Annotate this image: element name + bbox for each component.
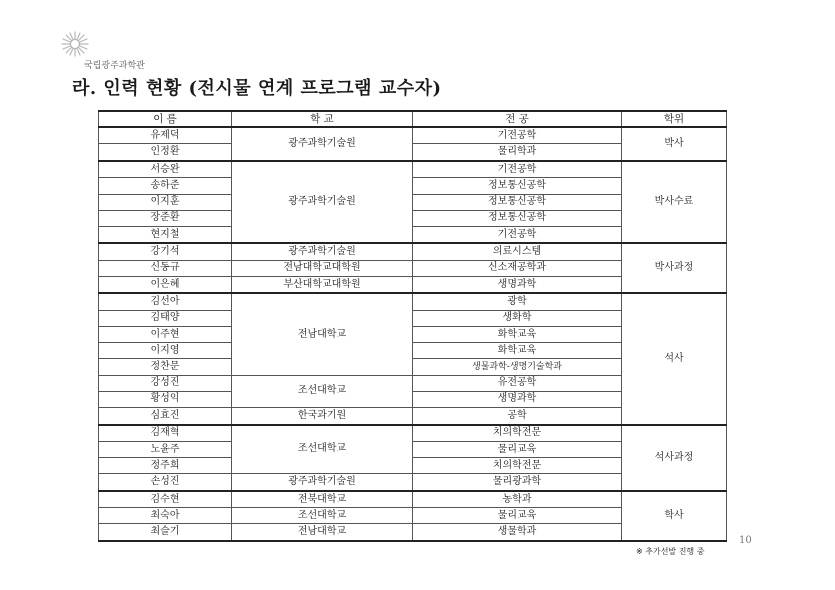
school-cell: 부산대학교대학원 — [232, 277, 413, 294]
degree-cell: 박사 — [622, 127, 727, 161]
school-cell: 광주과학기술원 — [232, 243, 413, 260]
column-header-school: 학 교 — [232, 111, 413, 127]
name-cell: 장준환 — [99, 210, 232, 226]
major-cell: 의료시스템 — [413, 243, 622, 260]
major-cell: 정보통신공학 — [413, 178, 622, 194]
school-cell: 전남대학교 — [232, 293, 413, 375]
school-cell: 조선대학교 — [232, 375, 413, 407]
major-cell: 유전공학 — [413, 375, 622, 391]
major-cell: 기전공학 — [413, 226, 622, 243]
name-cell: 서승완 — [99, 161, 232, 178]
major-cell: 기전공학 — [413, 161, 622, 178]
organization-name: 국립광주과학관 — [84, 61, 145, 71]
name-cell: 이주현 — [99, 327, 232, 343]
major-cell: 기전공학 — [413, 127, 622, 144]
page-number: 10 — [739, 535, 752, 546]
table-row — [99, 491, 727, 508]
name-cell: 강성진 — [99, 375, 232, 391]
major-cell: 농학과 — [413, 491, 622, 508]
name-cell: 정주희 — [99, 458, 232, 474]
school-cell: 조선대학교 — [232, 425, 413, 474]
name-cell: 김선아 — [99, 293, 232, 310]
school-cell: 광주과학기술원 — [232, 474, 413, 491]
name-cell: 황성익 — [99, 391, 232, 407]
major-cell: 화학교육 — [413, 343, 622, 359]
table-row — [99, 293, 727, 310]
school-cell: 광주과학기술원 — [232, 127, 413, 161]
column-header-degree: 학위 — [622, 111, 727, 127]
degree-cell: 석사 — [622, 293, 727, 424]
degree-cell: 박사수료 — [622, 161, 727, 243]
page-title: 라. 인력 현황 (전시물 연계 프로그램 교수자) — [72, 78, 442, 99]
name-cell: 강기석 — [99, 243, 232, 260]
major-cell: 신소재공학과 — [413, 260, 622, 276]
major-cell: 생명과학 — [413, 391, 622, 407]
degree-cell: 박사과정 — [622, 243, 727, 293]
name-cell: 유제덕 — [99, 127, 232, 144]
major-cell: 정보통신공학 — [413, 210, 622, 226]
major-cell: 광학 — [413, 293, 622, 310]
table-row — [99, 425, 727, 442]
major-cell: 물리교육 — [413, 441, 622, 457]
sun-burst-icon — [60, 30, 90, 58]
name-cell: 심효진 — [99, 408, 232, 425]
major-cell: 생물학과 — [413, 524, 622, 541]
school-cell: 한국과기원 — [232, 408, 413, 425]
school-cell: 전남대학교 — [232, 524, 413, 541]
major-cell: 생물과학-생명기술학과 — [413, 359, 622, 375]
major-cell: 화학교육 — [413, 327, 622, 343]
name-cell: 이은혜 — [99, 277, 232, 294]
name-cell: 김수현 — [99, 491, 232, 508]
name-cell: 정찬문 — [99, 359, 232, 375]
name-cell: 손성진 — [99, 474, 232, 491]
major-cell: 물리광과학 — [413, 474, 622, 491]
footnote: ※ 추가선발 진행 중 — [636, 547, 705, 556]
major-cell: 생명과학 — [413, 277, 622, 294]
name-cell: 인정환 — [99, 144, 232, 161]
table-row — [99, 243, 727, 260]
name-cell: 최슬기 — [99, 524, 232, 541]
major-cell: 생화학 — [413, 310, 622, 326]
name-cell: 신동규 — [99, 260, 232, 276]
name-cell: 이지영 — [99, 343, 232, 359]
table-row — [99, 161, 727, 178]
major-cell: 물리학과 — [413, 144, 622, 161]
school-cell: 광주과학기술원 — [232, 161, 413, 243]
major-cell: 물리교육 — [413, 508, 622, 524]
name-cell: 송하준 — [99, 178, 232, 194]
degree-cell: 학사 — [622, 491, 727, 541]
school-cell: 전남대학교대학원 — [232, 260, 413, 276]
column-header-name: 이 름 — [99, 111, 232, 127]
name-cell: 김재혁 — [99, 425, 232, 442]
name-cell: 이지훈 — [99, 194, 232, 210]
name-cell: 현지철 — [99, 226, 232, 243]
school-cell: 전북대학교 — [232, 491, 413, 508]
major-cell: 치의학전문 — [413, 458, 622, 474]
degree-cell: 석사과정 — [622, 425, 727, 491]
major-cell: 정보통신공학 — [413, 194, 622, 210]
major-cell: 공학 — [413, 408, 622, 425]
staff-table — [98, 110, 727, 542]
major-cell: 치의학전문 — [413, 425, 622, 442]
name-cell: 최숙아 — [99, 508, 232, 524]
table-row — [99, 127, 727, 144]
name-cell: 노윤주 — [99, 441, 232, 457]
name-cell: 김태양 — [99, 310, 232, 326]
school-cell: 조선대학교 — [232, 508, 413, 524]
column-header-major: 전 공 — [413, 111, 622, 127]
